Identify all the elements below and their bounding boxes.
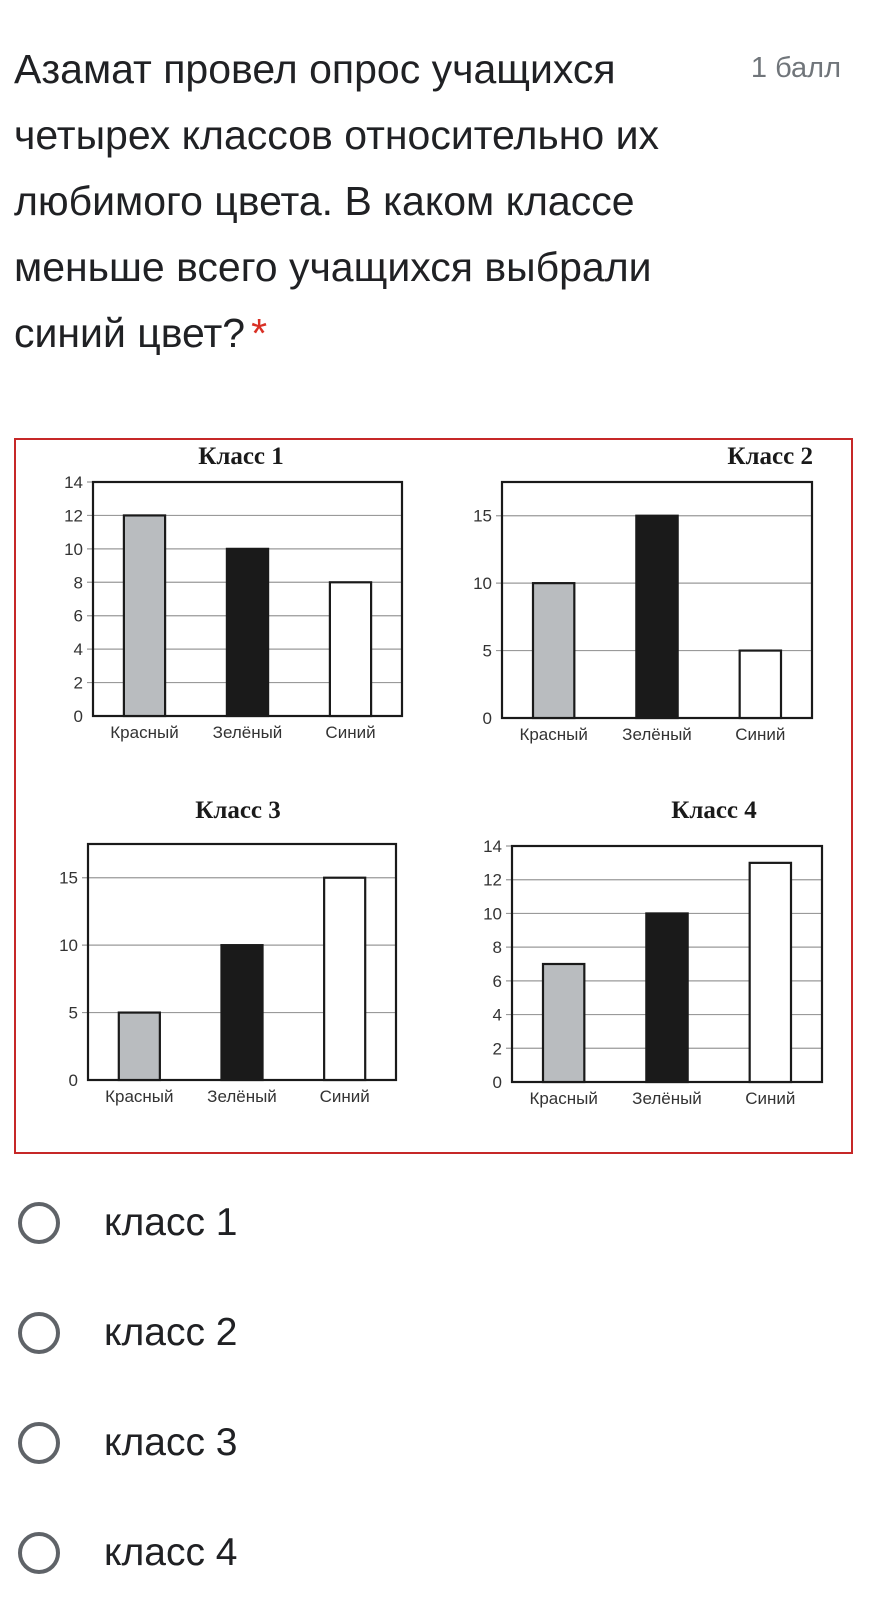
points-label: 1 балл	[750, 52, 841, 84]
bar	[636, 516, 677, 718]
bar	[740, 651, 781, 718]
answer-options	[14, 1168, 854, 1608]
question-text: Азамат провел опрос учащихся четырех классов относительно их любимого цвета. В каком классе меньше всего учащихся выбрали синий цвет?	[14, 46, 660, 356]
bar	[324, 878, 365, 1080]
radio-button[interactable]	[18, 1202, 60, 1244]
y-tick-label: 10	[473, 574, 492, 594]
y-tick-label: 0	[68, 1071, 78, 1090]
chart-title: Класс 1	[198, 443, 284, 470]
option-label: класс 1	[104, 1201, 238, 1244]
y-tick-label: 12	[483, 870, 502, 890]
x-category-label: Красный	[105, 1087, 174, 1106]
y-tick-label: 8	[492, 938, 502, 958]
bar	[533, 583, 574, 718]
charts-svg	[16, 440, 851, 1152]
y-tick-label: 14	[483, 837, 502, 856]
y-tick-label: 14	[64, 473, 83, 492]
chart-title: Класс 3	[195, 797, 281, 824]
x-category-label: Синий	[735, 725, 786, 744]
bar-chart-4	[483, 797, 822, 1108]
x-category-label: Красный	[110, 723, 179, 742]
bar-chart-1	[64, 443, 402, 742]
bar	[221, 945, 262, 1080]
x-category-label: Синий	[745, 1089, 796, 1108]
x-category-label: Зелёный	[622, 725, 692, 744]
y-tick-label: 5	[482, 641, 492, 661]
charts-figure	[14, 438, 853, 1154]
bar-chart-3	[59, 797, 396, 1106]
y-tick-label: 15	[473, 506, 492, 526]
question-title	[14, 36, 714, 366]
radio-button[interactable]	[18, 1422, 60, 1464]
radio-button[interactable]	[18, 1532, 60, 1574]
option-class-2[interactable]	[14, 1278, 854, 1388]
x-category-label: Зелёный	[632, 1089, 702, 1108]
bar-chart-2	[473, 443, 813, 744]
option-class-3[interactable]	[14, 1388, 854, 1498]
y-tick-label: 8	[73, 573, 83, 593]
bar	[124, 515, 165, 716]
chart-title: Класс 4	[671, 797, 757, 824]
option-label: класс 2	[104, 1311, 238, 1354]
x-category-label: Красный	[519, 725, 588, 744]
y-tick-label: 0	[482, 709, 492, 728]
y-tick-label: 6	[73, 606, 83, 626]
bar	[330, 582, 371, 716]
bar	[543, 964, 584, 1082]
required-asterisk: *	[251, 310, 268, 356]
y-tick-label: 10	[59, 936, 78, 956]
y-tick-label: 0	[492, 1073, 502, 1092]
option-class-1[interactable]	[14, 1168, 854, 1278]
y-tick-label: 2	[73, 673, 83, 693]
y-tick-label: 4	[492, 1005, 502, 1025]
option-class-4[interactable]	[14, 1498, 854, 1608]
y-tick-label: 10	[64, 539, 83, 559]
x-category-label: Красный	[529, 1089, 598, 1108]
y-tick-label: 10	[483, 904, 502, 924]
bar	[119, 1013, 160, 1080]
bar	[227, 549, 268, 716]
y-tick-label: 2	[492, 1039, 502, 1059]
y-tick-label: 15	[59, 868, 78, 888]
y-tick-label: 4	[73, 640, 83, 660]
x-category-label: Зелёный	[207, 1087, 277, 1106]
option-label: класс 4	[104, 1531, 238, 1574]
y-tick-label: 5	[68, 1003, 78, 1023]
bar	[750, 863, 791, 1082]
radio-button[interactable]	[18, 1312, 60, 1354]
option-label: класс 3	[104, 1421, 238, 1464]
x-category-label: Синий	[319, 1087, 370, 1106]
x-category-label: Зелёный	[212, 723, 283, 742]
y-tick-label: 0	[73, 707, 83, 726]
bar	[646, 913, 687, 1082]
y-tick-label: 6	[492, 971, 502, 991]
chart-title: Класс 2	[727, 443, 813, 470]
y-tick-label: 12	[64, 506, 83, 526]
x-category-label: Синий	[325, 723, 376, 742]
